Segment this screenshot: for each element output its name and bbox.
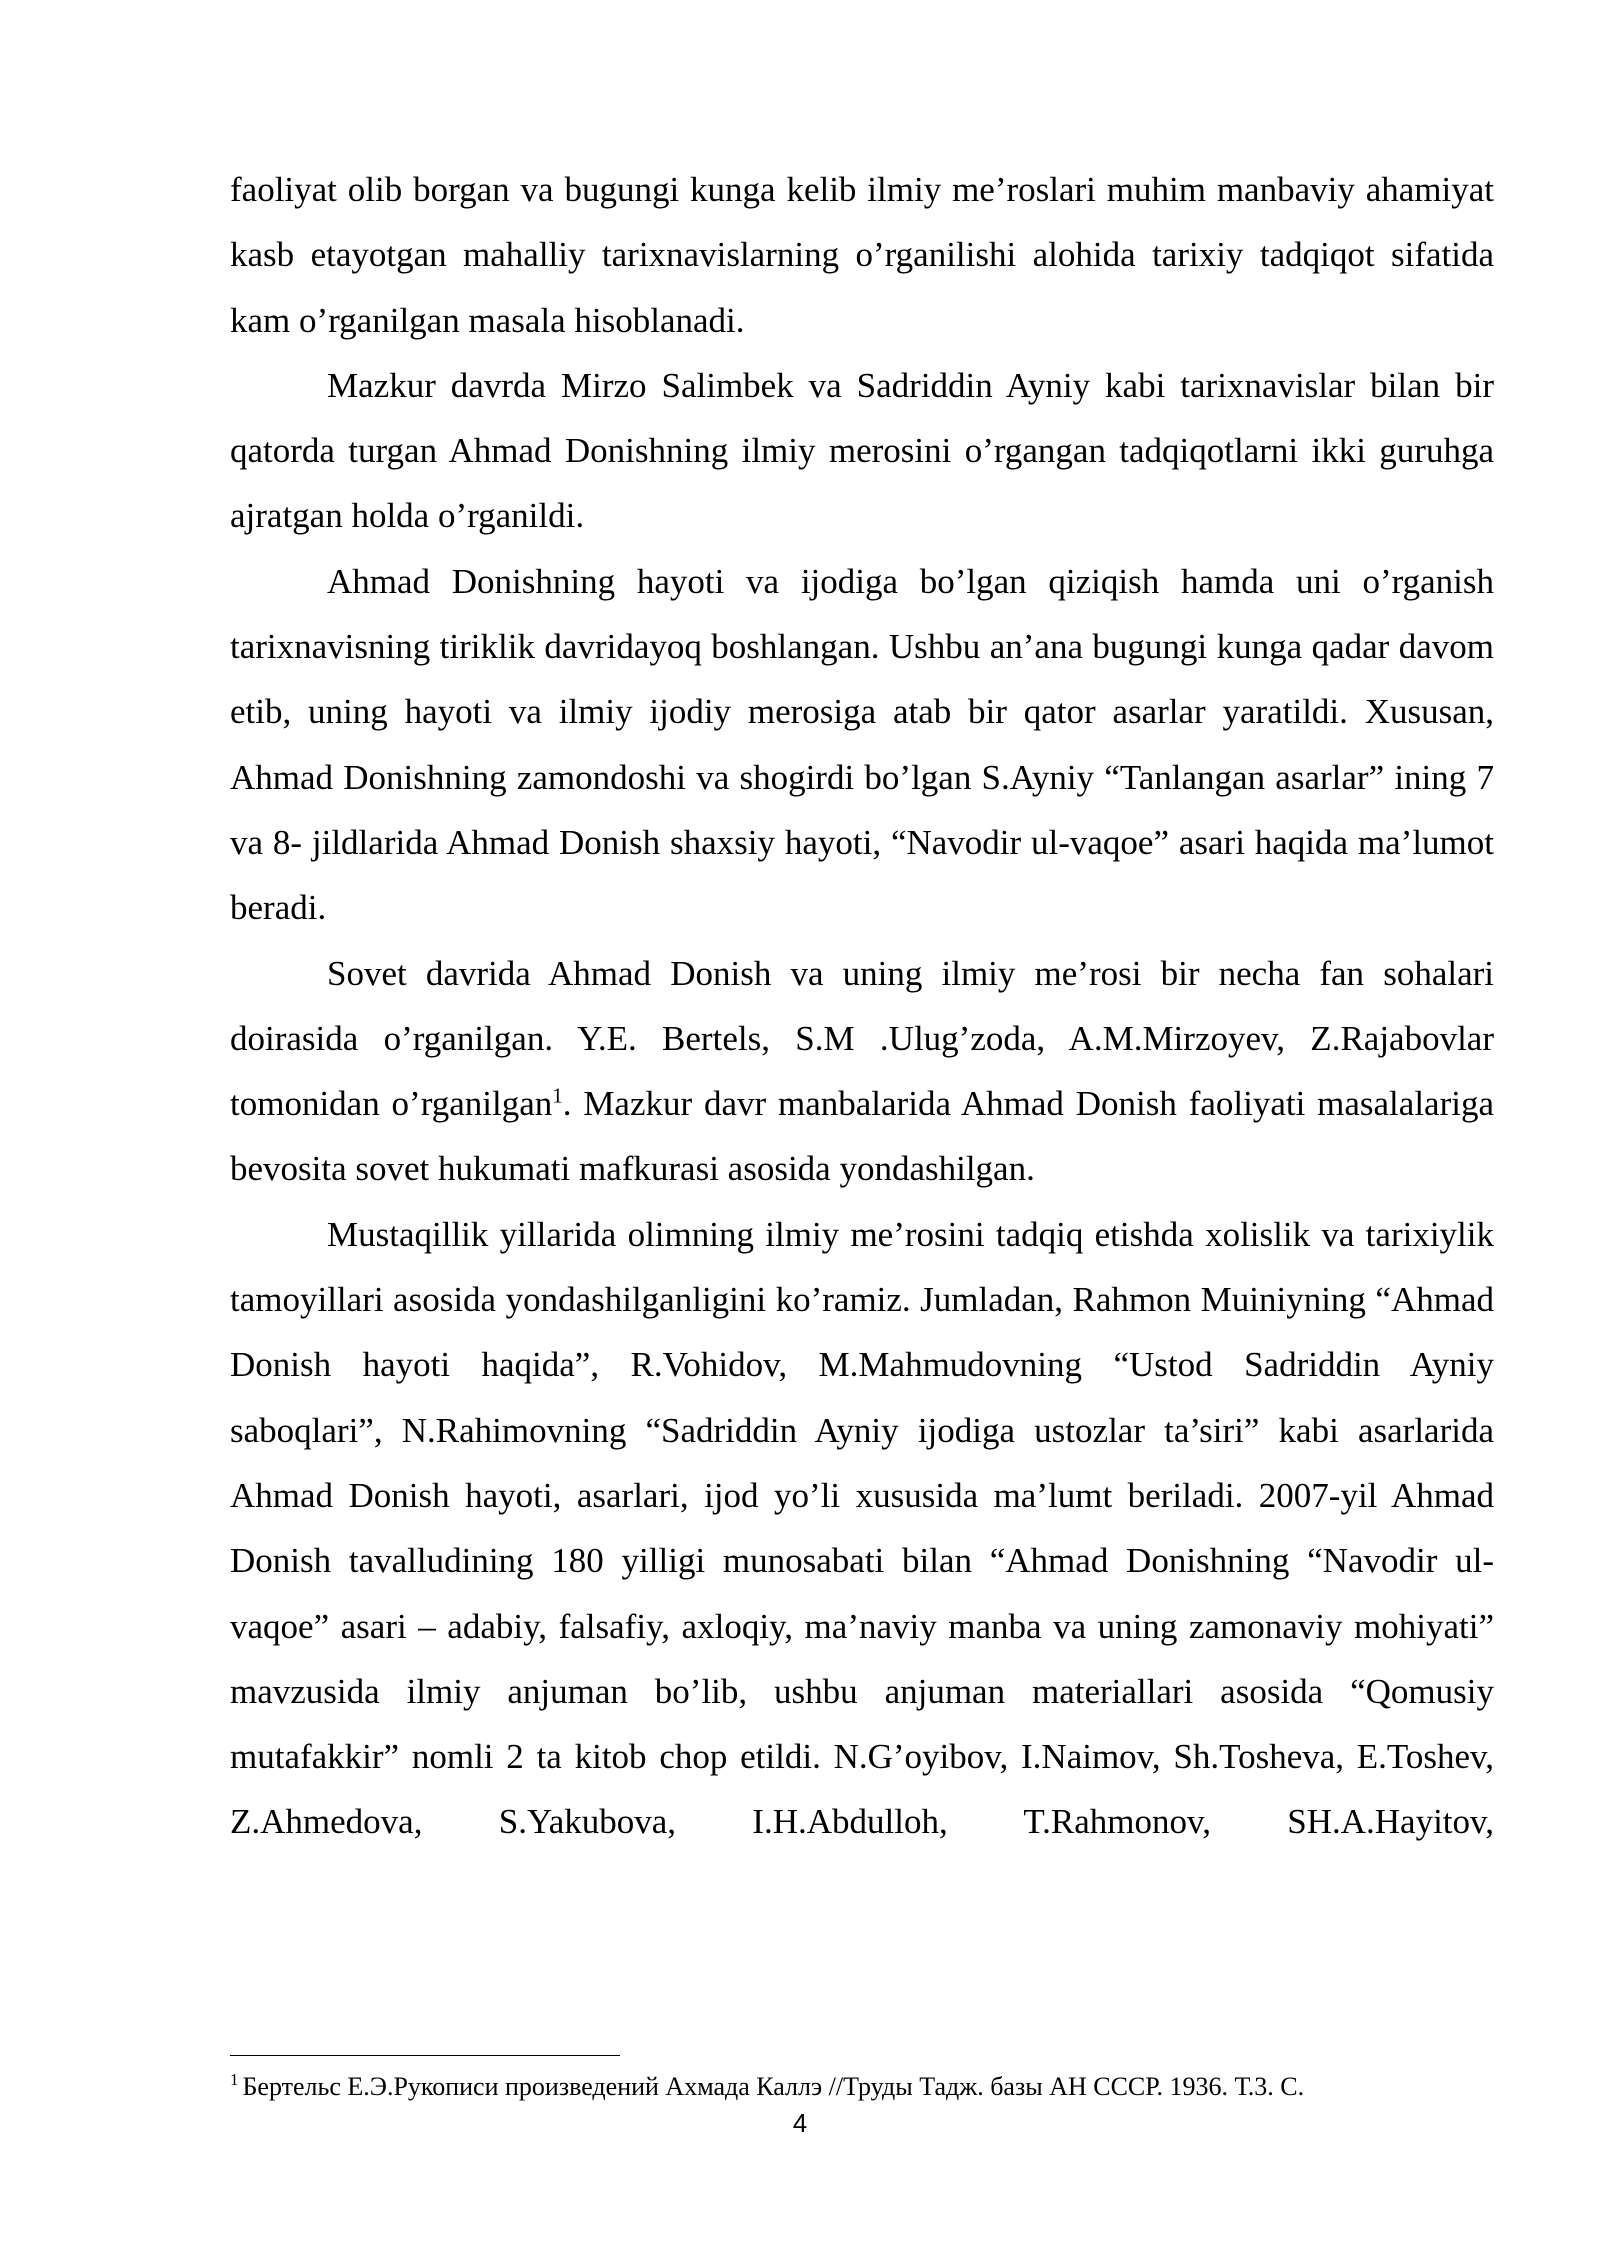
paragraph-ahmad-donishning-hayoti: Ahmad Donishning hayoti va ijodiga bo’lgan qiziqish hamda uni o’rganish tarixnavisning tiriklik davridayoq boshlangan. Ushbu an’ana bugungi kunga qadar davom etib, uning hayoti va ilmiy ijodiy merosiga atab bir qator asarlar yaratildi. Xususan, Ahmad Donishning zamondoshi va shogirdi bo’lgan S.Ayniy “Tanlangan asarlar” ining 7 va 8- jildlarida Ahmad Donish shaxsiy hayoti, “Navodir ul-vaqoe” asari haqida ma’lumot beradi. (230, 561, 1494, 928)
paragraph-mazkur-davrda: Mazkur davrda Mirzo Salimbek va Sadriddin Ayniy kabi tarixnavislar bilan bir qatorda turgan Ahmad Donishning ilmiy merosini o’rgangan tadqiqotlarni ikki guruhga ajratgan holda o’rganildi. (230, 365, 1494, 536)
paragraph-mustaqillik-yillarida: Mustaqillik yillarida olimning ilmiy me’rosini tadqiq etishda xolislik va tarixiylik tamoyillari asosida yondashilganligini ko’ramiz. Jumladan, Rahmon Muiniyning “Ahmad Donish hayoti haqida”, R.Vohidov, M.Mahmudovning “Ustod Sadriddin Ayniy saboqlari”, N.Rahimovning “Sadriddin Ayniy ijodiga ustozlar ta’siri” kabi asarlarida Ahmad Donish hayoti, asarlari, ijod yo’li xususida ma’lumt beriladi. 2007-yil Ahmad Donish tavalludining 180 yilligi munosabati bilan “Ahmad Donishning “Navodir ul-vaqoe” asari – adabiy, falsafiy, axloqiy, ma’naviy manba va uning zamonaviy mohiyati” mavzusida ilmiy anjuman bo’lib, ushbu anjuman materiallari asosida “Qomusiy mutafakkir” nomli 2 ta kitob chop etildi. N.G’oyibov, I.Naimov, Sh.Tosheva, E.Toshev, Z.Ahmedova, S.Yakubova, I.H.Abdulloh, T.Rahmonov, SH.A.Hayitov, (230, 1214, 1494, 1842)
paragraph-sovet-davrida (230, 941, 1494, 1202)
paragraph-sovet-davrida-text: Sovet davrida Ahmad Donish va uning ilmiy me’rosi bir necha fan sohalari doirasida o’rganilgan. Y.E. Bertels, S.M .Ulug’zoda, A.M.Mirzoyev, Z.Rajabovlar tomonidan o’rganilgan (230, 953, 1494, 1124)
paragraph-continuation: faoliyat olib borgan va bugungi kunga kelib ilmiy me’roslari muhim manbaviy ahamiyat kasb etayotgan mahalliy tarixnavislarning o’rganilishi alohida tarixiy tadqiqot sifatida kam o’rganilgan masala hisoblanadi. (230, 170, 1494, 340)
paragraph-sovet-davrida-text-after-ref: . Mazkur davr manbalarida Ahmad Donish faoliyati masalalariga bevosita sovet hukumati mafkurasi asosida yondashilgan. (230, 1084, 1494, 1189)
footnote-reference[interactable]: 1 (552, 1083, 563, 1108)
footnote-text: Бертельс Е.Э.Рукописи произведений Ахмада Каллэ //Труды Тадж. базы АН СССР. 1936. Т.3. С. (242, 2072, 1305, 2101)
body-text (230, 157, 1494, 1855)
page-number: 4 (792, 2108, 808, 2138)
footnote (230, 2070, 1530, 2104)
footnote-marker: 1 (230, 2070, 239, 2090)
footnote-separator (230, 2055, 620, 2056)
